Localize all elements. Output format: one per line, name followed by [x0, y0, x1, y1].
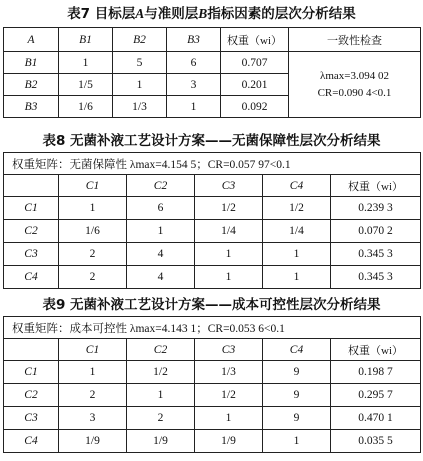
weight-cell: 0.201 — [221, 74, 289, 96]
table-cell: 1/9 — [195, 430, 263, 453]
weight-cell: 0.345 3 — [331, 266, 421, 289]
table9-header-cell: C3 — [195, 339, 263, 361]
weight-cell: 0.345 3 — [331, 243, 421, 266]
table-cell: 1 — [195, 266, 263, 289]
table7-header-cell: B2 — [113, 28, 167, 52]
row-label: B3 — [4, 96, 59, 118]
table7-header-cell: B1 — [59, 28, 113, 52]
table-row — [4, 407, 421, 430]
weight-cell: 0.092 — [221, 96, 289, 118]
table9 — [3, 316, 421, 453]
table-row — [4, 197, 421, 220]
table-cell: 1 — [263, 266, 331, 289]
table-row — [4, 266, 421, 289]
table8-title: 表8 无菌补液工艺设计方案——无菌保障性层次分析结果 — [42, 133, 381, 149]
table8-header-cell: 权重（wi） — [331, 175, 421, 197]
table-cell: 1/2 — [195, 384, 263, 407]
weight-cell: 0.470 1 — [331, 407, 421, 430]
table8-header-cell: C4 — [263, 175, 331, 197]
table-cell: 3 — [167, 74, 221, 96]
table7-title: 表7 目标层A与准则层B指标因素的层次分析结果 — [67, 6, 356, 22]
table-cell: 1 — [113, 74, 167, 96]
table-cell: 2 — [59, 243, 127, 266]
table-cell: 1/9 — [127, 430, 195, 453]
table-cell: 1/3 — [113, 96, 167, 118]
table9-header-cell: C1 — [59, 339, 127, 361]
table-row — [4, 220, 421, 243]
table8-header-cell — [4, 175, 59, 197]
weight-cell: 0.198 7 — [331, 361, 421, 384]
table9-header-cell: C4 — [263, 339, 331, 361]
table8-header-row — [4, 175, 421, 197]
table7-header-cell: 一致性检查 — [289, 28, 421, 52]
row-label: C3 — [4, 407, 59, 430]
weight-cell: 0.295 7 — [331, 384, 421, 407]
row-label: C2 — [4, 384, 59, 407]
table-cell: 1 — [263, 243, 331, 266]
row-label: C3 — [4, 243, 59, 266]
table7 — [3, 27, 421, 118]
row-label: B1 — [4, 52, 59, 74]
table-cell: 1 — [195, 407, 263, 430]
table-cell: 9 — [263, 384, 331, 407]
table9-note: 权重矩阵：成本可控性 λmax=4.143 1；CR=0.053 6<0.1 — [4, 317, 421, 339]
table-row — [4, 243, 421, 266]
table-cell: 2 — [127, 407, 195, 430]
lambda-max-text: λmax=3.094 02 — [320, 69, 389, 82]
table-cell: 1 — [59, 197, 127, 220]
table8 — [3, 152, 421, 289]
table8-header-cell: C2 — [127, 175, 195, 197]
table9-header-cell: 权重（wi） — [331, 339, 421, 361]
cr-text: CR=0.090 4<0.1 — [317, 86, 392, 99]
table-cell: 1 — [195, 243, 263, 266]
table-cell: 6 — [167, 52, 221, 74]
table-cell: 3 — [59, 407, 127, 430]
table-cell: 1/3 — [195, 361, 263, 384]
table9-header-row — [4, 339, 421, 361]
table-cell: 1/5 — [59, 74, 113, 96]
table8-note-row — [4, 153, 421, 175]
row-label: C1 — [4, 361, 59, 384]
table-cell: 1 — [59, 52, 113, 74]
row-label: C4 — [4, 266, 59, 289]
table-cell: 4 — [127, 266, 195, 289]
table-cell: 2 — [59, 266, 127, 289]
table7-header-row — [4, 28, 421, 52]
row-label: C1 — [4, 197, 59, 220]
table9-note-row — [4, 317, 421, 339]
table-cell: 5 — [113, 52, 167, 74]
table-cell: 1 — [127, 220, 195, 243]
table8-header-cell: C3 — [195, 175, 263, 197]
table-cell: 9 — [263, 407, 331, 430]
table9-header-cell: C2 — [127, 339, 195, 361]
table-cell: 1/2 — [195, 197, 263, 220]
row-label: C2 — [4, 220, 59, 243]
table-cell: 1 — [263, 430, 331, 453]
table-cell: 9 — [263, 361, 331, 384]
table7-header-cell: B3 — [167, 28, 221, 52]
weight-cell: 0.239 3 — [331, 197, 421, 220]
table9-header-cell — [4, 339, 59, 361]
row-label: C4 — [4, 430, 59, 453]
table8-note: 权重矩阵：无菌保障性 λmax=4.154 5；CR=0.057 97<0.1 — [4, 153, 421, 175]
weight-cell: 0.035 5 — [331, 430, 421, 453]
table-cell: 4 — [127, 243, 195, 266]
table-cell: 2 — [59, 384, 127, 407]
consistency-check-cell — [289, 52, 421, 118]
table-cell: 1/4 — [263, 220, 331, 243]
table7-header-cell: A — [4, 28, 59, 52]
table-cell: 1/2 — [263, 197, 331, 220]
table-cell: 1/9 — [59, 430, 127, 453]
row-label: B2 — [4, 74, 59, 96]
table-row — [4, 384, 421, 407]
table8-header-cell: C1 — [59, 175, 127, 197]
weight-cell: 0.707 — [221, 52, 289, 74]
table-cell: 1/2 — [127, 361, 195, 384]
table-cell: 1/4 — [195, 220, 263, 243]
weight-cell: 0.070 2 — [331, 220, 421, 243]
table-row — [4, 430, 421, 453]
table9-title: 表9 无菌补液工艺设计方案——成本可控性层次分析结果 — [42, 297, 381, 313]
table-cell: 6 — [127, 197, 195, 220]
table-row — [4, 52, 421, 74]
table-cell: 1 — [59, 361, 127, 384]
table-cell: 1/6 — [59, 96, 113, 118]
table-cell: 1 — [127, 384, 195, 407]
table-cell: 1/6 — [59, 220, 127, 243]
table-row — [4, 361, 421, 384]
table-cell: 1 — [167, 96, 221, 118]
table7-header-cell: 权重（wi） — [221, 28, 289, 52]
